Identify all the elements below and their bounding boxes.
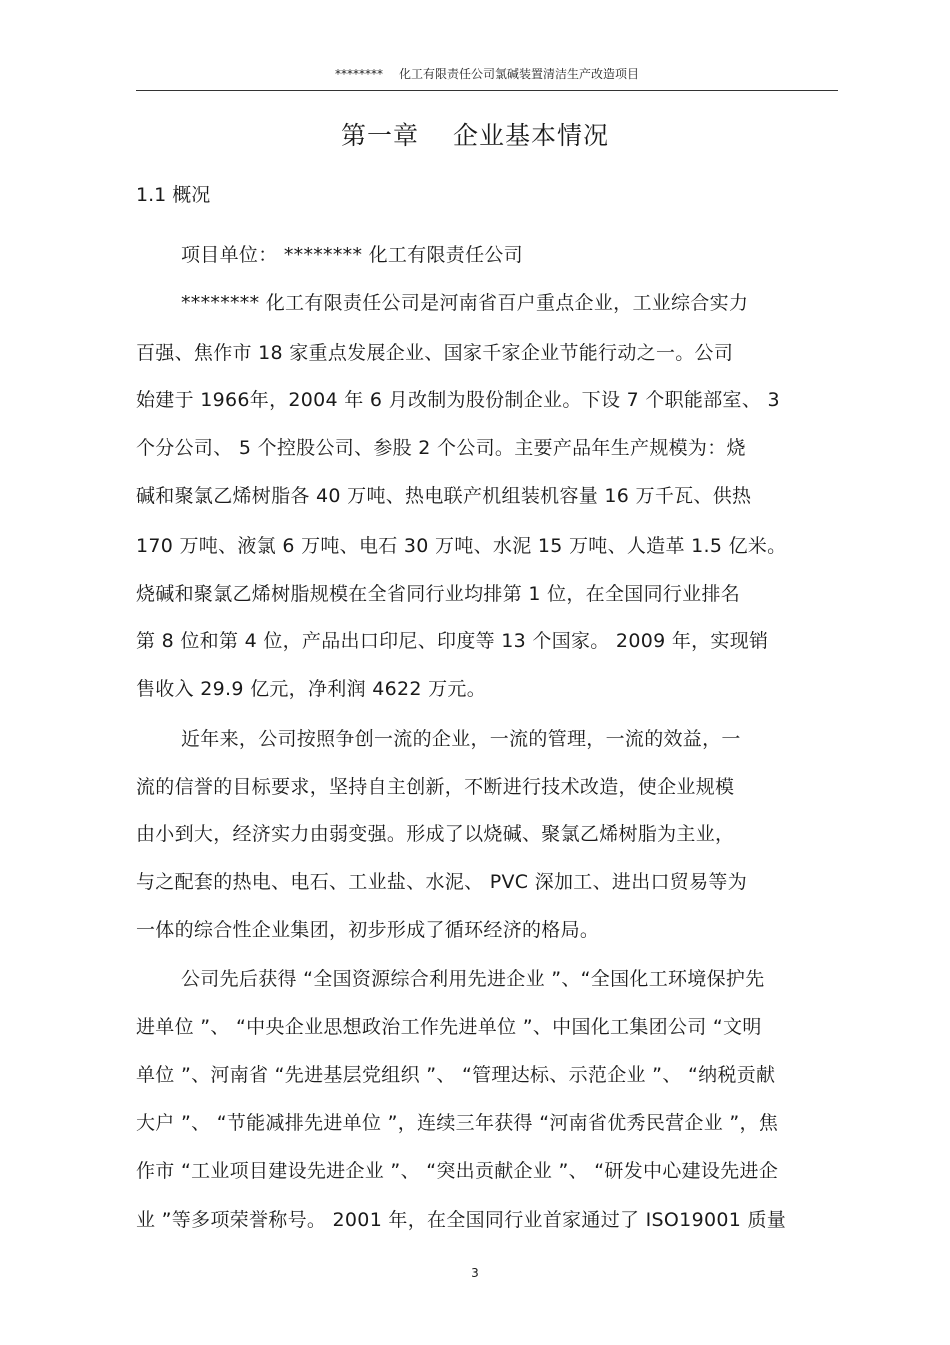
- header-project-title: 化工有限责任公司氯碱装置清洁生产改造项目: [398, 67, 639, 81]
- section-heading: 1.1 概况: [136, 184, 211, 206]
- chapter-title: [0, 116, 950, 156]
- body-line: 一体的综合性企业集团，初步形成了循环经济的格局。: [136, 919, 600, 941]
- body-line: 近年来，公司按照争创一流的企业，一流的管理，一流的效益，一: [181, 728, 741, 750]
- body-line: ******** 化工有限责任公司是河南省百户重点企业，工业综合实力: [181, 292, 749, 314]
- body-line: 与之配套的热电、电石、工业盐、水泥、 PVC 深加工、进出口贸易等为: [136, 871, 748, 893]
- chapter-number: 第一章: [340, 121, 419, 150]
- project-unit-line: 项目单位： ******** 化工有限责任公司: [181, 244, 523, 266]
- running-header: [136, 64, 838, 91]
- body-line: 烧碱和聚氯乙烯树脂规模在全省同行业均排第 1 位，在全国同行业排名: [136, 583, 741, 605]
- body-line: 第 8 位和第 4 位，产品出口印尼、印度等 13 个国家。 2009 年，实现销: [136, 630, 769, 652]
- body-line: 单位 ”、河南省 “先进基层党组织 ”、 “管理达标、示范企业 ”、 “纳税贡献: [136, 1064, 776, 1086]
- chapter-name: 企业基本情况: [453, 121, 610, 150]
- header-masked-name: ********: [334, 67, 383, 81]
- body-line: 碱和聚氯乙烯树脂各 40 万吨、热电联产机组装机容量 16 万千瓦、供热: [136, 485, 752, 507]
- body-line: 百强、焦作市 18 家重点发展企业、国家千家企业节能行动之一。公司: [136, 342, 734, 364]
- body-line: 公司先后获得 “全国资源综合利用先进企业 ”、“全国化工环境保护先: [181, 968, 765, 990]
- body-line: 流的信誉的目标要求，坚持自主创新，不断进行技术改造，使企业规模: [136, 776, 735, 798]
- page-number: 3: [471, 1266, 479, 1280]
- body-line: 进单位 ”、 “中央企业思想政治工作先进单位 ”、中国化工集团公司 “文明: [136, 1016, 762, 1038]
- body-line: 由小到大，经济实力由弱变强。形成了以烧碱、聚氯乙烯树脂为主业，: [136, 823, 735, 845]
- body-line: 始建于 1966年，2004 年 6 月改制为股份制企业。下设 7 个职能部室、 3: [136, 389, 780, 411]
- body-line: 大户 ”、 “节能减排先进单位 ”，连续三年获得 “河南省优秀民营企业 ”，焦: [136, 1112, 779, 1134]
- body-line: 170 万吨、液氯 6 万吨、电石 30 万吨、水泥 15 万吨、人造革 1.5 亿米。: [136, 535, 787, 557]
- body-line: 个分公司、 5 个控股公司、参股 2 个公司。主要产品年生产规模为：烧: [136, 437, 746, 459]
- body-line: 作市 “工业项目建设先进企业 ”、 “突出贡献企业 ”、 “研发中心建设先进企: [136, 1160, 779, 1182]
- body-line: 售收入 29.9 亿元，净利润 4622 万元。: [136, 678, 487, 700]
- body-line: 业 ”等多项荣誉称号。 2001 年，在全国同行业首家通过了 ISO19001 质量: [136, 1209, 787, 1231]
